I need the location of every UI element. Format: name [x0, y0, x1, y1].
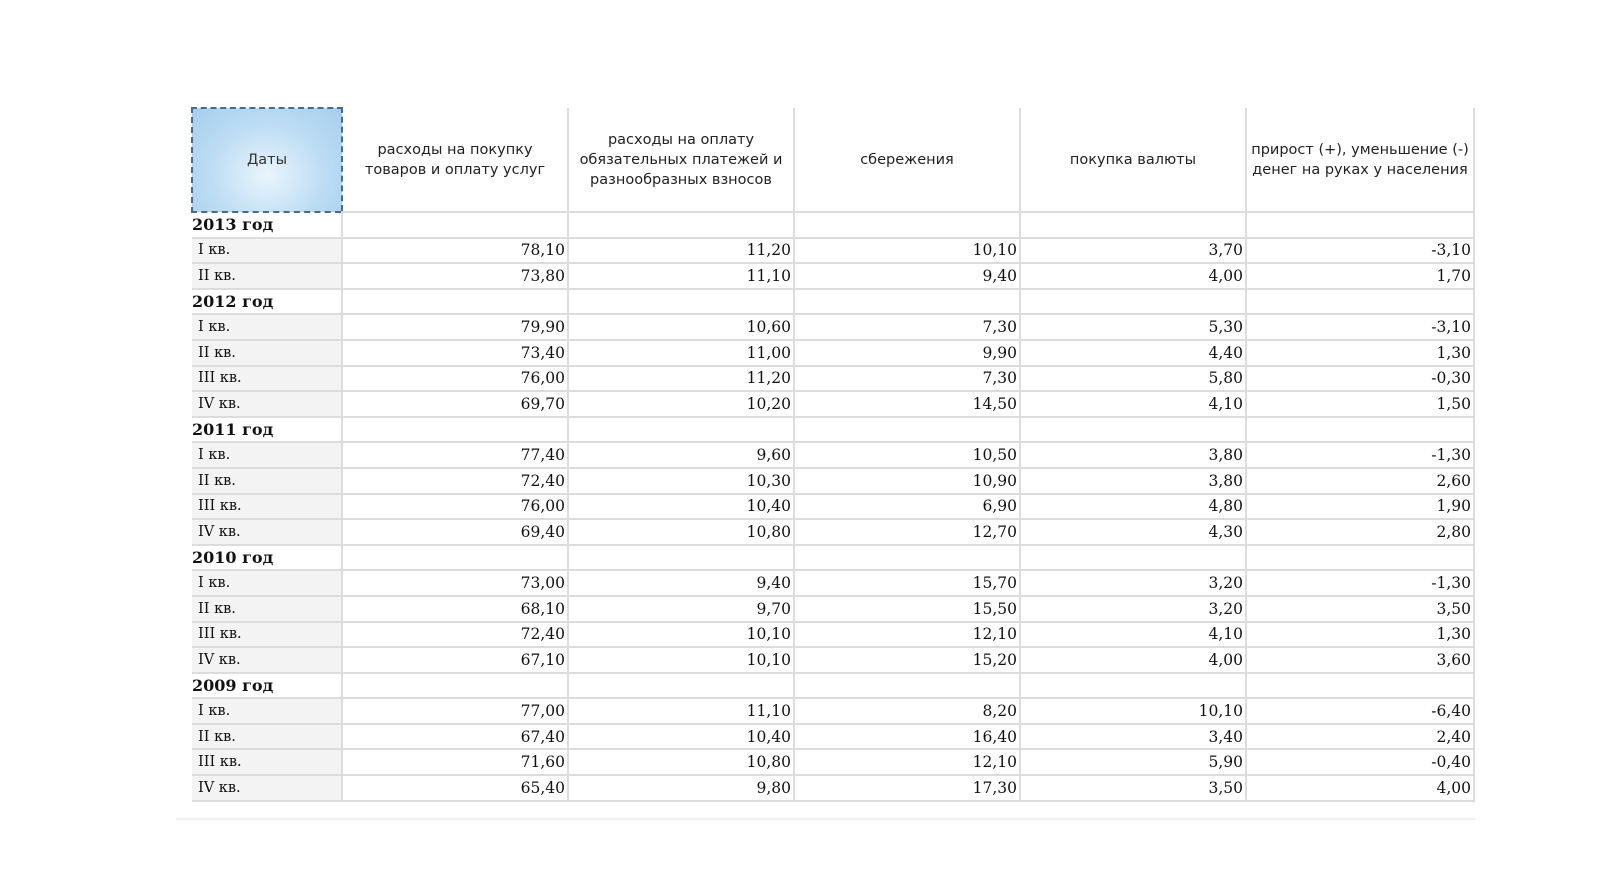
- year-empty-cell: [1246, 545, 1474, 571]
- value-cell[interactable]: 73,80: [342, 263, 568, 289]
- year-empty-cell: [1246, 673, 1474, 699]
- value-cell[interactable]: 14,50: [794, 391, 1020, 417]
- table-row: [192, 775, 1474, 801]
- value-cell[interactable]: 10,90: [794, 468, 1020, 494]
- value-cell[interactable]: 12,10: [794, 622, 1020, 648]
- value-cell[interactable]: 16,40: [794, 724, 1020, 750]
- year-label[interactable]: 2013 год: [192, 212, 342, 238]
- value-cell[interactable]: 11,20: [568, 366, 794, 392]
- value-cell[interactable]: 4,80: [1020, 494, 1246, 520]
- value-cell[interactable]: 2,60: [1246, 468, 1474, 494]
- year-empty-cell: [568, 417, 794, 443]
- year-empty-cell: [1246, 212, 1474, 238]
- value-cell[interactable]: -6,40: [1246, 698, 1474, 724]
- value-cell[interactable]: 15,20: [794, 647, 1020, 673]
- value-cell[interactable]: 5,30: [1020, 314, 1246, 340]
- pivot-grid: [191, 107, 1473, 802]
- year-label[interactable]: 2010 год: [192, 545, 342, 571]
- table-row: [192, 698, 1474, 724]
- year-empty-cell: [1246, 417, 1474, 443]
- year-empty-cell: [568, 545, 794, 571]
- value-cell[interactable]: 3,20: [1020, 570, 1246, 596]
- quarter-label[interactable]: II кв.: [192, 596, 342, 622]
- value-cell[interactable]: 73,00: [342, 570, 568, 596]
- value-cell[interactable]: 10,10: [568, 647, 794, 673]
- quarter-label[interactable]: II кв.: [192, 263, 342, 289]
- year-empty-cell: [568, 289, 794, 315]
- value-cell[interactable]: 1,30: [1246, 340, 1474, 366]
- year-empty-cell: [794, 212, 1020, 238]
- table-row: [192, 391, 1474, 417]
- value-cell[interactable]: 11,10: [568, 698, 794, 724]
- value-cell[interactable]: 3,70: [1020, 238, 1246, 264]
- year-empty-cell: [794, 417, 1020, 443]
- value-cell[interactable]: 8,20: [794, 698, 1020, 724]
- value-cell[interactable]: 9,40: [568, 570, 794, 596]
- quarter-label[interactable]: III кв.: [192, 366, 342, 392]
- value-cell[interactable]: 77,00: [342, 698, 568, 724]
- value-cell[interactable]: 78,10: [342, 238, 568, 264]
- value-cell[interactable]: 4,00: [1246, 775, 1474, 801]
- table-row: [192, 570, 1474, 596]
- table-row: [192, 647, 1474, 673]
- value-cell[interactable]: 11,00: [568, 340, 794, 366]
- value-cell[interactable]: -1,30: [1246, 570, 1474, 596]
- year-empty-cell: [568, 673, 794, 699]
- year-group-row[interactable]: [192, 289, 1474, 315]
- value-cell[interactable]: 1,70: [1246, 263, 1474, 289]
- quarter-label[interactable]: I кв.: [192, 442, 342, 468]
- value-cell[interactable]: 2,40: [1246, 724, 1474, 750]
- table-row: [192, 238, 1474, 264]
- table-row: [192, 340, 1474, 366]
- value-cell[interactable]: 4,30: [1020, 519, 1246, 545]
- column-header-currency-purchase[interactable]: покупка валюты: [1020, 108, 1246, 212]
- value-cell[interactable]: 1,90: [1246, 494, 1474, 520]
- value-cell[interactable]: 3,40: [1020, 724, 1246, 750]
- value-cell[interactable]: 1,50: [1246, 391, 1474, 417]
- value-cell[interactable]: 3,50: [1020, 775, 1246, 801]
- value-cell[interactable]: 10,10: [568, 622, 794, 648]
- year-empty-cell: [794, 289, 1020, 315]
- value-cell[interactable]: 10,80: [568, 749, 794, 775]
- value-cell[interactable]: 77,40: [342, 442, 568, 468]
- table-row: [192, 468, 1474, 494]
- year-empty-cell: [1246, 289, 1474, 315]
- value-cell[interactable]: 3,80: [1020, 468, 1246, 494]
- value-cell[interactable]: 6,90: [794, 494, 1020, 520]
- value-cell[interactable]: 4,40: [1020, 340, 1246, 366]
- table-row: [192, 263, 1474, 289]
- year-empty-cell: [342, 289, 568, 315]
- value-cell[interactable]: -0,40: [1246, 749, 1474, 775]
- value-cell[interactable]: 12,10: [794, 749, 1020, 775]
- year-label[interactable]: 2009 год: [192, 673, 342, 699]
- value-cell[interactable]: 76,00: [342, 366, 568, 392]
- quarter-label[interactable]: I кв.: [192, 698, 342, 724]
- value-cell[interactable]: 9,60: [568, 442, 794, 468]
- value-cell[interactable]: 73,40: [342, 340, 568, 366]
- value-cell[interactable]: 10,20: [568, 391, 794, 417]
- year-empty-cell: [1020, 417, 1246, 443]
- value-cell[interactable]: 79,90: [342, 314, 568, 340]
- table-row: [192, 519, 1474, 545]
- bottom-divider: [176, 818, 1476, 820]
- quarter-label[interactable]: IV кв.: [192, 775, 342, 801]
- pivot-body: [192, 212, 1474, 801]
- value-cell[interactable]: 3,60: [1246, 647, 1474, 673]
- year-empty-cell: [1020, 545, 1246, 571]
- quarter-label[interactable]: IV кв.: [192, 519, 342, 545]
- value-cell[interactable]: 4,00: [1020, 647, 1246, 673]
- quarter-label[interactable]: I кв.: [192, 238, 342, 264]
- value-cell[interactable]: 7,30: [794, 314, 1020, 340]
- value-cell[interactable]: 1,30: [1246, 622, 1474, 648]
- year-group-row[interactable]: [192, 673, 1474, 699]
- table-row: [192, 724, 1474, 750]
- value-cell[interactable]: 11,10: [568, 263, 794, 289]
- year-empty-cell: [342, 673, 568, 699]
- year-empty-cell: [342, 417, 568, 443]
- value-cell[interactable]: -3,10: [1246, 238, 1474, 264]
- table-row: [192, 366, 1474, 392]
- value-cell[interactable]: 12,70: [794, 519, 1020, 545]
- year-empty-cell: [1020, 212, 1246, 238]
- value-cell[interactable]: 4,10: [1020, 391, 1246, 417]
- year-label[interactable]: 2012 год: [192, 289, 342, 315]
- year-label[interactable]: 2011 год: [192, 417, 342, 443]
- value-cell[interactable]: 10,10: [1020, 698, 1246, 724]
- value-cell[interactable]: 9,70: [568, 596, 794, 622]
- value-cell[interactable]: 10,10: [794, 238, 1020, 264]
- value-cell[interactable]: 3,50: [1246, 596, 1474, 622]
- value-cell[interactable]: 69,70: [342, 391, 568, 417]
- value-cell[interactable]: 67,10: [342, 647, 568, 673]
- quarter-label[interactable]: II кв.: [192, 468, 342, 494]
- value-cell[interactable]: 15,50: [794, 596, 1020, 622]
- quarter-label[interactable]: II кв.: [192, 724, 342, 750]
- value-cell[interactable]: 3,20: [1020, 596, 1246, 622]
- column-header-cash-change[interactable]: прирост (+), уменьшение (-) денег на руках у населения: [1246, 108, 1474, 212]
- value-cell[interactable]: -0,30: [1246, 366, 1474, 392]
- table-row: [192, 442, 1474, 468]
- value-cell[interactable]: 9,80: [568, 775, 794, 801]
- quarter-label[interactable]: I кв.: [192, 314, 342, 340]
- year-empty-cell: [342, 545, 568, 571]
- value-cell[interactable]: 72,40: [342, 468, 568, 494]
- value-cell[interactable]: 10,40: [568, 724, 794, 750]
- column-header-mandatory-payments[interactable]: расходы на оплату обязательных платежей и разнообразных взносов: [568, 108, 794, 212]
- column-header-savings[interactable]: сбережения: [794, 108, 1020, 212]
- value-cell[interactable]: 7,30: [794, 366, 1020, 392]
- value-cell[interactable]: 4,10: [1020, 622, 1246, 648]
- value-cell[interactable]: 10,80: [568, 519, 794, 545]
- value-cell[interactable]: 71,60: [342, 749, 568, 775]
- value-cell[interactable]: 5,90: [1020, 749, 1246, 775]
- quarter-label[interactable]: III кв.: [192, 749, 342, 775]
- value-cell[interactable]: 5,80: [1020, 366, 1246, 392]
- value-cell[interactable]: 10,50: [794, 442, 1020, 468]
- value-cell[interactable]: 11,20: [568, 238, 794, 264]
- year-empty-cell: [794, 545, 1020, 571]
- quarter-label[interactable]: III кв.: [192, 622, 342, 648]
- value-cell[interactable]: 68,10: [342, 596, 568, 622]
- value-cell[interactable]: -1,30: [1246, 442, 1474, 468]
- year-group-row[interactable]: [192, 417, 1474, 443]
- value-cell[interactable]: 69,40: [342, 519, 568, 545]
- year-empty-cell: [568, 212, 794, 238]
- value-cell[interactable]: 10,30: [568, 468, 794, 494]
- year-empty-cell: [1020, 289, 1246, 315]
- value-cell[interactable]: 15,70: [794, 570, 1020, 596]
- value-cell[interactable]: 4,00: [1020, 263, 1246, 289]
- table-row: [192, 622, 1474, 648]
- table-row: [192, 596, 1474, 622]
- quarter-label[interactable]: IV кв.: [192, 391, 342, 417]
- value-cell[interactable]: 9,90: [794, 340, 1020, 366]
- quarter-label[interactable]: I кв.: [192, 570, 342, 596]
- value-cell[interactable]: 2,80: [1246, 519, 1474, 545]
- year-empty-cell: [1020, 673, 1246, 699]
- value-cell[interactable]: 3,80: [1020, 442, 1246, 468]
- year-empty-cell: [342, 212, 568, 238]
- year-empty-cell: [794, 673, 1020, 699]
- value-cell[interactable]: -3,10: [1246, 314, 1474, 340]
- year-group-row[interactable]: [192, 212, 1474, 238]
- value-cell[interactable]: 72,40: [342, 622, 568, 648]
- quarter-label[interactable]: II кв.: [192, 340, 342, 366]
- dates-field-header[interactable]: Даты: [192, 108, 342, 212]
- value-cell[interactable]: 9,40: [794, 263, 1020, 289]
- value-cell[interactable]: 10,60: [568, 314, 794, 340]
- value-cell[interactable]: 10,40: [568, 494, 794, 520]
- value-cell[interactable]: 65,40: [342, 775, 568, 801]
- column-header-goods-services[interactable]: расходы на покупку товаров и оплату услуг: [342, 108, 568, 212]
- value-cell[interactable]: 67,40: [342, 724, 568, 750]
- table-row: [192, 749, 1474, 775]
- quarter-label[interactable]: IV кв.: [192, 647, 342, 673]
- year-group-row[interactable]: [192, 545, 1474, 571]
- value-cell[interactable]: 76,00: [342, 494, 568, 520]
- pivot-table: [191, 107, 1475, 802]
- header-row: [192, 108, 1474, 212]
- table-row: [192, 494, 1474, 520]
- table-row: [192, 314, 1474, 340]
- quarter-label[interactable]: III кв.: [192, 494, 342, 520]
- value-cell[interactable]: 17,30: [794, 775, 1020, 801]
